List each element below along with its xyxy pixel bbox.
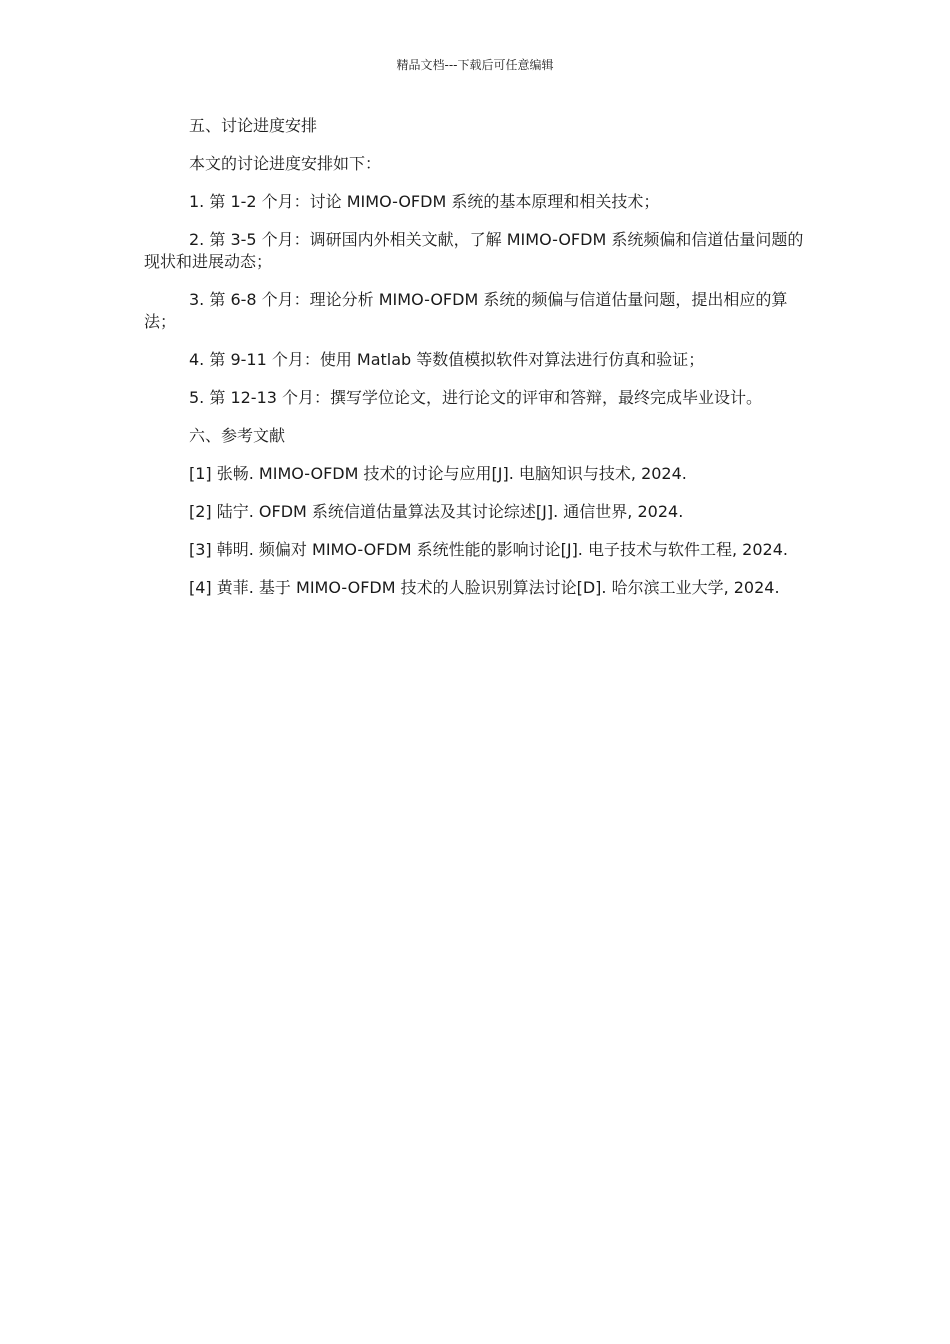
schedule-item: 4. 第 9-11 个月：使用 Matlab 等数值模拟软件对算法进行仿真和验证；	[189, 350, 705, 369]
schedule-item: 1. 第 1-2 个月：讨论 MIMO-OFDM 系统的基本原理和相关技术；	[189, 192, 660, 211]
reference-item: [1] 张畅. MIMO-OFDM 技术的讨论与应用[J]. 电脑知识与技术, 2024.	[189, 464, 687, 483]
document-body	[144, 115, 808, 615]
section-heading-schedule: 五、讨论进度安排	[189, 116, 318, 135]
reference-item: [4] 黄菲. 基于 MIMO-OFDM 技术的人脸识别算法讨论[D]. 哈尔滨工业大学, 2024.	[189, 578, 780, 597]
schedule-item: 2. 第 3-5 个月：调研国内外相关文献，了解 MIMO-OFDM 系统频偏和信道估量问题的现状和进展动态；	[144, 230, 804, 271]
reference-item: [3] 韩明. 频偏对 MIMO-OFDM 系统性能的影响讨论[J]. 电子技术与软件工程, 2024.	[189, 540, 788, 559]
schedule-intro: 本文的讨论进度安排如下：	[189, 154, 382, 173]
reference-item: [2] 陆宁. OFDM 系统信道估量算法及其讨论综述[J]. 通信世界, 2024.	[189, 502, 684, 521]
page-header: 精品文档---下载后可任意编辑	[396, 58, 554, 72]
section-heading-references: 六、参考文献	[189, 426, 286, 445]
schedule-item: 3. 第 6-8 个月：理论分析 MIMO-OFDM 系统的频偏与信道估量问题，提出相应的算法；	[144, 290, 788, 331]
schedule-item: 5. 第 12-13 个月：撰写学位论文，进行论文的评审和答辩，最终完成毕业设计。	[189, 388, 763, 407]
